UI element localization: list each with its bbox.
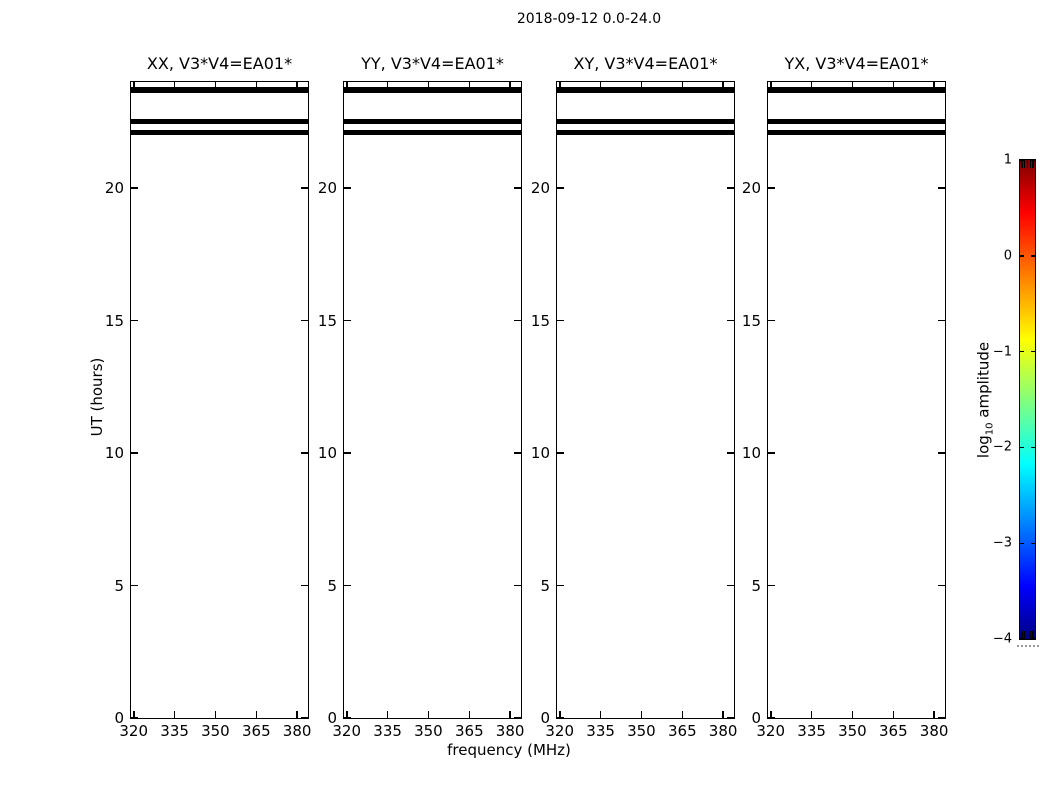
y-tick-mark xyxy=(131,585,138,587)
y-tick-mark xyxy=(514,187,521,189)
y-tick-label: 20 xyxy=(317,179,337,197)
y-tick-mark xyxy=(557,452,564,454)
y-tick-label: 5 xyxy=(540,576,550,595)
y-tick-mark xyxy=(344,585,351,587)
y-tick-mark xyxy=(727,320,734,322)
y-tick-label: 0 xyxy=(327,709,337,727)
x-tick-label: 335 xyxy=(586,722,615,740)
y-tick-label: 15 xyxy=(530,311,550,330)
y-tick-mark xyxy=(727,187,734,189)
y-tick-mark xyxy=(131,717,138,718)
data-band xyxy=(344,130,521,135)
colorbar-edge-hatch xyxy=(1030,631,1032,639)
subplot-xx-title: XX, V3*V4=EA01* xyxy=(146,54,293,73)
colorbar-label: $\log_{10}$ amplitude xyxy=(974,341,996,459)
colorbar-edge-hatch xyxy=(1021,160,1023,168)
data-band xyxy=(768,130,945,135)
x-tick-mark xyxy=(133,82,135,89)
y-tick-mark xyxy=(727,717,734,718)
subplot-yy-plot-area xyxy=(344,82,521,718)
colorbar-tick-mark xyxy=(1020,351,1024,353)
x-tick-mark xyxy=(722,82,724,89)
subplot-xy xyxy=(530,54,738,740)
x-tick-label: 320 xyxy=(756,722,786,740)
subplot-xy-title: XY, V3*V4=EA01* xyxy=(573,54,718,73)
colorbar-tick-mark xyxy=(1031,543,1035,545)
y-tick-mark xyxy=(768,585,775,587)
y-tick-mark xyxy=(727,452,734,454)
colorbar-tick-mark xyxy=(1020,543,1024,545)
subplot-xy-plot-area xyxy=(557,82,734,718)
colorbar-tick-mark xyxy=(1031,255,1035,257)
y-tick-mark xyxy=(938,717,945,718)
x-tick-mark xyxy=(600,82,602,89)
y-tick-mark xyxy=(344,320,351,322)
y-tick-mark xyxy=(727,585,734,587)
colorbar-edge-hatch xyxy=(1027,631,1029,639)
y-tick-label: 5 xyxy=(751,576,761,595)
y-tick-mark xyxy=(131,452,138,454)
data-band xyxy=(131,130,308,135)
y-tick-mark xyxy=(938,320,945,322)
y-tick-mark xyxy=(557,717,564,718)
x-tick-label: 350 xyxy=(838,722,867,740)
subplot-xx xyxy=(104,54,312,740)
y-tick-mark xyxy=(344,187,351,189)
x-tick-label: 350 xyxy=(201,722,230,740)
y-tick-mark xyxy=(131,320,138,322)
x-tick-mark xyxy=(811,711,813,718)
data-band xyxy=(768,87,945,92)
y-tick-mark xyxy=(344,452,351,454)
y-tick-label: 10 xyxy=(317,444,337,462)
x-tick-mark xyxy=(682,711,684,718)
x-tick-mark xyxy=(174,82,176,89)
x-tick-mark xyxy=(215,711,217,718)
y-tick-mark xyxy=(514,452,521,454)
colorbar-tick-label: −4 xyxy=(992,631,1012,647)
x-tick-mark xyxy=(893,711,895,718)
y-tick-label: 15 xyxy=(741,311,761,330)
x-tick-mark xyxy=(296,82,298,89)
x-tick-mark xyxy=(811,82,813,89)
y-tick-mark xyxy=(301,717,308,718)
y-tick-label: 5 xyxy=(327,576,337,595)
x-tick-label: 365 xyxy=(454,722,484,740)
colorbar-tick-mark xyxy=(1031,447,1035,449)
y-tick-mark xyxy=(938,585,945,587)
colorbar-edge-hatch xyxy=(1024,631,1026,639)
y-tick-label: 15 xyxy=(104,311,124,330)
y-tick-label: 0 xyxy=(114,709,124,727)
x-tick-label: 365 xyxy=(878,722,908,740)
x-tick-label: 320 xyxy=(545,722,575,740)
x-tick-label: 335 xyxy=(373,722,402,740)
colorbar-tick-label: 0 xyxy=(1003,248,1012,264)
y-tick-mark xyxy=(514,717,521,718)
x-tick-mark xyxy=(469,82,471,89)
colorbar-tick-label: 1 xyxy=(1003,152,1012,168)
x-tick-mark xyxy=(559,82,561,89)
y-tick-mark xyxy=(557,585,564,587)
subplot-yx-title: YX, V3*V4=EA01* xyxy=(784,54,929,73)
x-tick-label: 320 xyxy=(332,722,362,740)
x-tick-label: 335 xyxy=(160,722,189,740)
colorbar-edge-hatch xyxy=(1024,160,1026,168)
data-band xyxy=(768,119,945,124)
y-tick-mark xyxy=(301,585,308,587)
y-tick-mark xyxy=(938,187,945,189)
colorbar-tick-label: −2 xyxy=(992,439,1012,455)
y-tick-mark xyxy=(768,452,775,454)
x-tick-mark xyxy=(722,711,724,718)
data-band xyxy=(557,119,734,124)
x-tick-mark xyxy=(770,82,772,89)
x-tick-mark xyxy=(852,82,854,89)
colorbar-tick-mark xyxy=(1020,447,1024,449)
colorbar-edge-hatch xyxy=(1032,631,1034,639)
x-tick-mark xyxy=(509,82,511,89)
figure-title: 2018-09-12 0.0-24.0 xyxy=(516,11,662,27)
x-tick-mark xyxy=(296,711,298,718)
y-tick-label: 0 xyxy=(751,709,761,727)
x-tick-mark xyxy=(893,82,895,89)
data-band xyxy=(344,87,521,92)
x-tick-label: 350 xyxy=(414,722,443,740)
subplot-xx-plot-area xyxy=(131,82,308,718)
data-band xyxy=(131,119,308,124)
x-tick-mark xyxy=(256,711,258,718)
y-tick-mark xyxy=(514,320,521,322)
x-tick-mark xyxy=(641,82,643,89)
subplot-yy xyxy=(317,54,525,740)
x-tick-mark xyxy=(509,711,511,718)
y-tick-label: 10 xyxy=(530,444,550,462)
x-tick-mark xyxy=(428,82,430,89)
y-tick-label: 10 xyxy=(741,444,761,462)
y-tick-mark xyxy=(557,187,564,189)
data-band xyxy=(557,87,734,92)
subplot-yx-plot-area xyxy=(768,82,945,718)
y-tick-label: 20 xyxy=(104,179,124,197)
colorbar-gradient xyxy=(1020,160,1035,639)
x-tick-label: 380 xyxy=(282,722,312,740)
x-tick-label: 320 xyxy=(119,722,149,740)
y-tick-label: 15 xyxy=(317,311,337,330)
data-band xyxy=(344,119,521,124)
x-tick-label: 380 xyxy=(495,722,525,740)
colorbar-edge-hatch xyxy=(1030,160,1032,168)
x-tick-mark xyxy=(174,711,176,718)
y-tick-mark xyxy=(301,320,308,322)
data-band xyxy=(557,130,734,135)
x-tick-mark xyxy=(469,711,471,718)
y-tick-mark xyxy=(344,717,351,718)
y-tick-mark xyxy=(131,187,138,189)
y-tick-mark xyxy=(768,717,775,718)
x-tick-mark xyxy=(852,711,854,718)
x-tick-mark xyxy=(256,82,258,89)
colorbar xyxy=(992,152,1036,647)
x-tick-label: 380 xyxy=(919,722,949,740)
x-tick-mark xyxy=(641,711,643,718)
x-tick-label: 365 xyxy=(241,722,271,740)
y-tick-label: 20 xyxy=(530,179,550,197)
x-tick-label: 350 xyxy=(627,722,656,740)
y-axis-label: UT (hours) xyxy=(88,357,106,437)
y-tick-mark xyxy=(514,585,521,587)
colorbar-dotted-edge xyxy=(1017,645,1039,647)
x-tick-label: 380 xyxy=(708,722,738,740)
y-tick-label: 5 xyxy=(114,576,124,595)
x-tick-mark xyxy=(215,82,217,89)
x-tick-mark xyxy=(387,82,389,89)
x-tick-mark xyxy=(933,82,935,89)
colorbar-tick-label: −1 xyxy=(992,344,1012,360)
x-tick-mark xyxy=(387,711,389,718)
y-tick-label: 10 xyxy=(104,444,124,462)
x-tick-mark xyxy=(346,82,348,89)
x-tick-mark xyxy=(933,711,935,718)
x-tick-label: 335 xyxy=(797,722,826,740)
y-tick-mark xyxy=(768,320,775,322)
y-tick-mark xyxy=(768,187,775,189)
y-tick-mark xyxy=(938,452,945,454)
colorbar-edge-hatch xyxy=(1032,160,1034,168)
x-tick-label: 365 xyxy=(667,722,697,740)
colorbar-tick-mark xyxy=(1031,351,1035,353)
data-band xyxy=(131,87,308,92)
y-tick-mark xyxy=(301,187,308,189)
colorbar-edge-hatch xyxy=(1027,160,1029,168)
x-tick-mark xyxy=(682,82,684,89)
y-tick-label: 0 xyxy=(540,709,550,727)
colorbar-tick-mark xyxy=(1020,255,1024,257)
y-tick-mark xyxy=(557,320,564,322)
y-tick-label: 20 xyxy=(741,179,761,197)
y-tick-mark xyxy=(301,452,308,454)
x-tick-mark xyxy=(428,711,430,718)
x-tick-mark xyxy=(600,711,602,718)
subplot-yy-title: YY, V3*V4=EA01* xyxy=(361,54,504,73)
colorbar-tick-label: −3 xyxy=(992,535,1012,551)
x-axis-label: frequency (MHz) xyxy=(447,741,571,759)
colorbar-edge-hatch xyxy=(1021,631,1023,639)
subplot-yx xyxy=(741,54,949,740)
